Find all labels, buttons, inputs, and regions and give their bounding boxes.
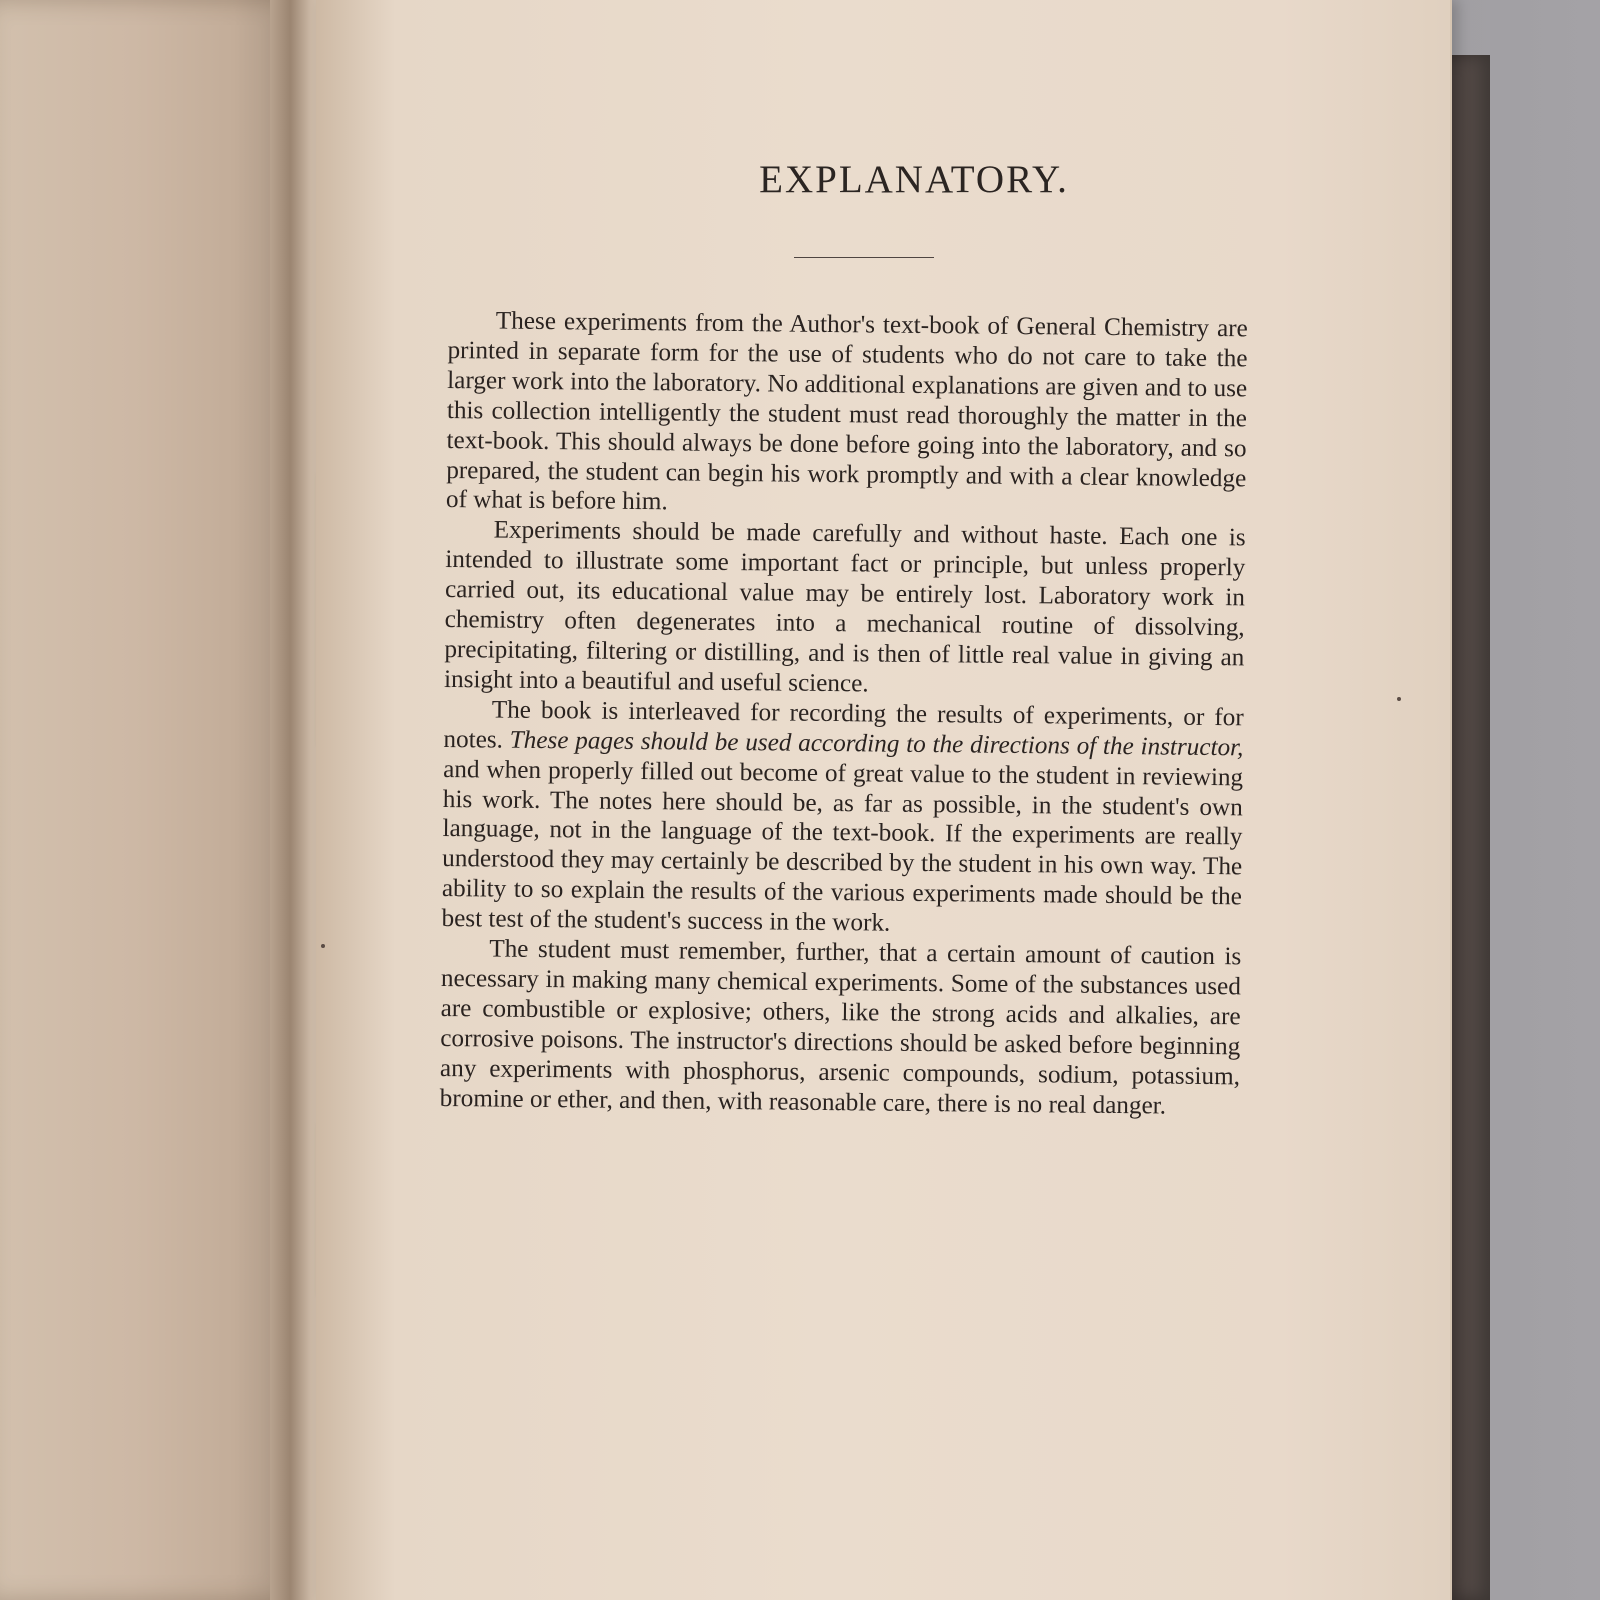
title-divider (794, 257, 934, 258)
paragraph (441, 695, 1243, 943)
page-title: EXPLANATORY. (759, 158, 1069, 201)
paragraph: The student must remember, further, that a certain amount of caution is necessary in making many chemical experiments. Some of the substances used are combustible or explosive; others, like the strong acids and alkalies, are corrosive poisons. The instructor's directions should be asked before beginning any experiments with phosphorus, arsenic compounds, sodium, potassium, bromine or ether, and then, with reasonable care, there is no real danger. (439, 935, 1242, 1120)
paragraph-text: The book is interleaved for recording the results of experiments, or for notes. (443, 696, 1244, 754)
paragraph (444, 515, 1246, 703)
page-body (440, 306, 1248, 1122)
paragraph-text: Experiments should be made carefully and without haste. Each one is intended to illustrate some important fact or principle, but unless properly carried out, its educational value may be entirely lost. Laboratory work in chemistry often degenerates into a mechanical routine of dissolving, precipitating, filtering or distilling, and is then of little real value in giving an insight into a beautiful and useful science. (443, 516, 1246, 698)
paragraph: These experiments from the Author's text-book of General Chemistry are printed in separate form for the use of students who do not care to take the larger work into the laboratory. No additional explanations are given and to use this collection intelligently the student must read thoroughly the matter in the text-book. This should always be done before going into the laboratory, and so prepared, the student can begin his work promptly and with a clear knowledge of what is before him. (445, 307, 1248, 516)
document-page (316, 0, 1452, 1600)
left-page (0, 0, 300, 1600)
paragraph-text: and when properly filled out become of great value to the student in reviewing his work. The notes here should be, as far as possible, in the student's own language, not in the language of the text-book. If the experiments are really understood they may certainly be described by the student in his own way. The ability to so explain the results of the various experiments made should be the best test of the student's success in the work. (441, 755, 1244, 937)
paper-speck (1397, 697, 1401, 701)
paper-speck (321, 944, 325, 948)
italic-instruction: These pages should be used according to the directions of the instructor, (509, 726, 1244, 762)
